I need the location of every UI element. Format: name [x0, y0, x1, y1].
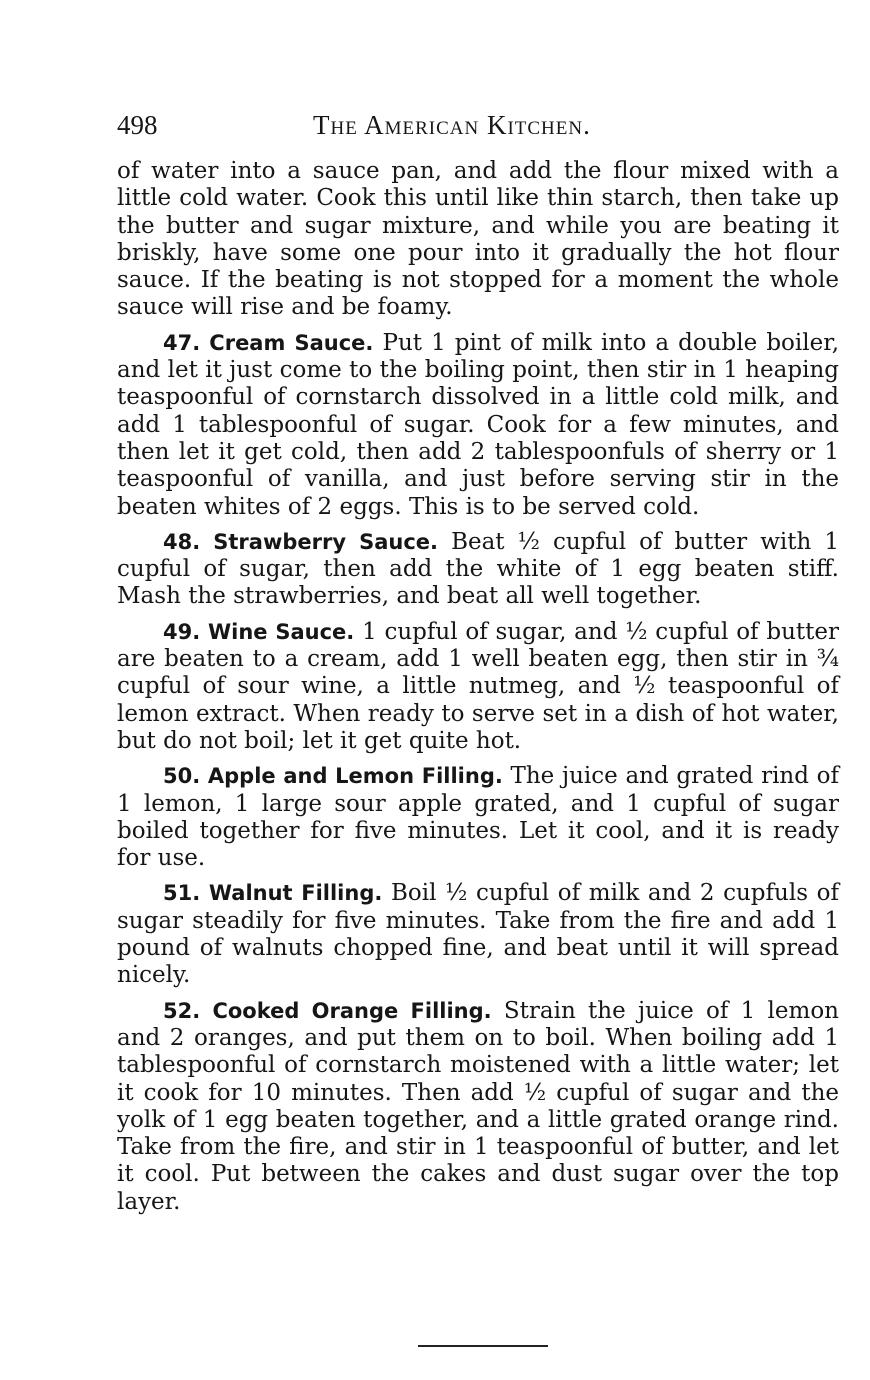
recipe-51-walnut-filling — [117, 880, 839, 989]
recipe-text: Strain the juice of 1 lemon and 2 oranges, and put them on to boil. When boiling add 1 tablespoonful of cornstarch moistened with a little water; let it cook for 10 minutes. Then add ½ cupful of sugar and the yolk of 1 egg beaten together, and a little grated orange rind. Take from the fire, and stir in 1 teaspoonful of butter, and let it cool. Put between the cakes and dust sugar over the top layer. — [117, 997, 839, 1215]
recipe-text: Boil ½ cupful of milk and 2 cupfuls of sugar steadily for five minutes. Take from the fire and add 1 pound of walnuts chopped fine, and beat until it will spread nicely. — [117, 880, 840, 989]
page-header — [117, 110, 837, 146]
end-rule — [418, 1345, 548, 1347]
recipe-47-cream-sauce — [117, 330, 839, 521]
recipe-title: Apple and Lemon Filling. — [207, 764, 503, 789]
recipe-title: Strawberry Sauce. — [213, 529, 439, 554]
recipe-text: Beat ½ cupful of butter with 1 cupful of sugar, then add the white of 1 egg beaten stiff. Mash the strawberries, and beat all well together. — [117, 528, 840, 610]
recipe-text: The juice and grated rind of 1 lemon, 1 large sour apple grated, and 1 cupful of sugar boiled together for five minutes. Let it cool, and it is ready for use. — [117, 763, 840, 872]
recipe-50-apple-lemon-filling — [117, 763, 839, 872]
recipe-number: 47. — [163, 330, 201, 355]
continued-paragraph — [117, 158, 839, 322]
recipe-title: Cream Sauce. — [209, 330, 374, 355]
page-number: 498 — [117, 110, 158, 140]
recipe-number: 50. — [163, 764, 201, 789]
recipe-text: Put 1 pint of milk into a double boiler, and let it just come to the boiling point, then stir in 1 heaping teaspoonful of cornstarch dissolved in a little cold milk, and add 1 tablespoonful of sugar. Cook for a few minutes, and then let it get cold, then add 2 tablespoonfuls of sherry or 1 teaspoonful of vanilla, and just before serving stir in the beaten whites of 2 eggs. This is to be served cold. — [117, 329, 840, 520]
recipe-number: 49. — [163, 619, 201, 644]
recipe-52-cooked-orange-filling — [117, 998, 839, 1216]
recipe-title: Walnut Filling. — [208, 881, 383, 906]
recipe-text: 1 cupful of sugar, and ½ cupful of butter are beaten to a cream, add 1 well beaten egg, then stir in ¾ cupful of sour wine, a little nutmeg, and ½ teaspoonful of lemon extract. When ready to serve set in a dish of hot water, but do not boil; let it get quite hot. — [117, 618, 839, 754]
paragraph-text: of water into a sauce pan, and add the flour mixed with a little cold water. Cook this until like thin starch, then take up the butter and sugar mixture, and while you are beating it briskly, have some one pour into it gradually the hot flour sauce. If the beating is not stopped for a moment the whole sauce will rise and be foamy. — [117, 158, 839, 321]
body-text — [117, 158, 839, 1224]
running-title: The American Kitchen. — [313, 110, 591, 140]
recipe-number: 51. — [163, 881, 201, 906]
recipe-48-strawberry-sauce — [117, 529, 839, 611]
recipe-number: 52. — [163, 998, 201, 1023]
recipe-number: 48. — [163, 529, 201, 554]
recipe-title: Cooked Orange Filling. — [212, 998, 492, 1023]
recipe-49-wine-sauce — [117, 619, 839, 755]
recipe-title: Wine Sauce. — [208, 619, 355, 644]
